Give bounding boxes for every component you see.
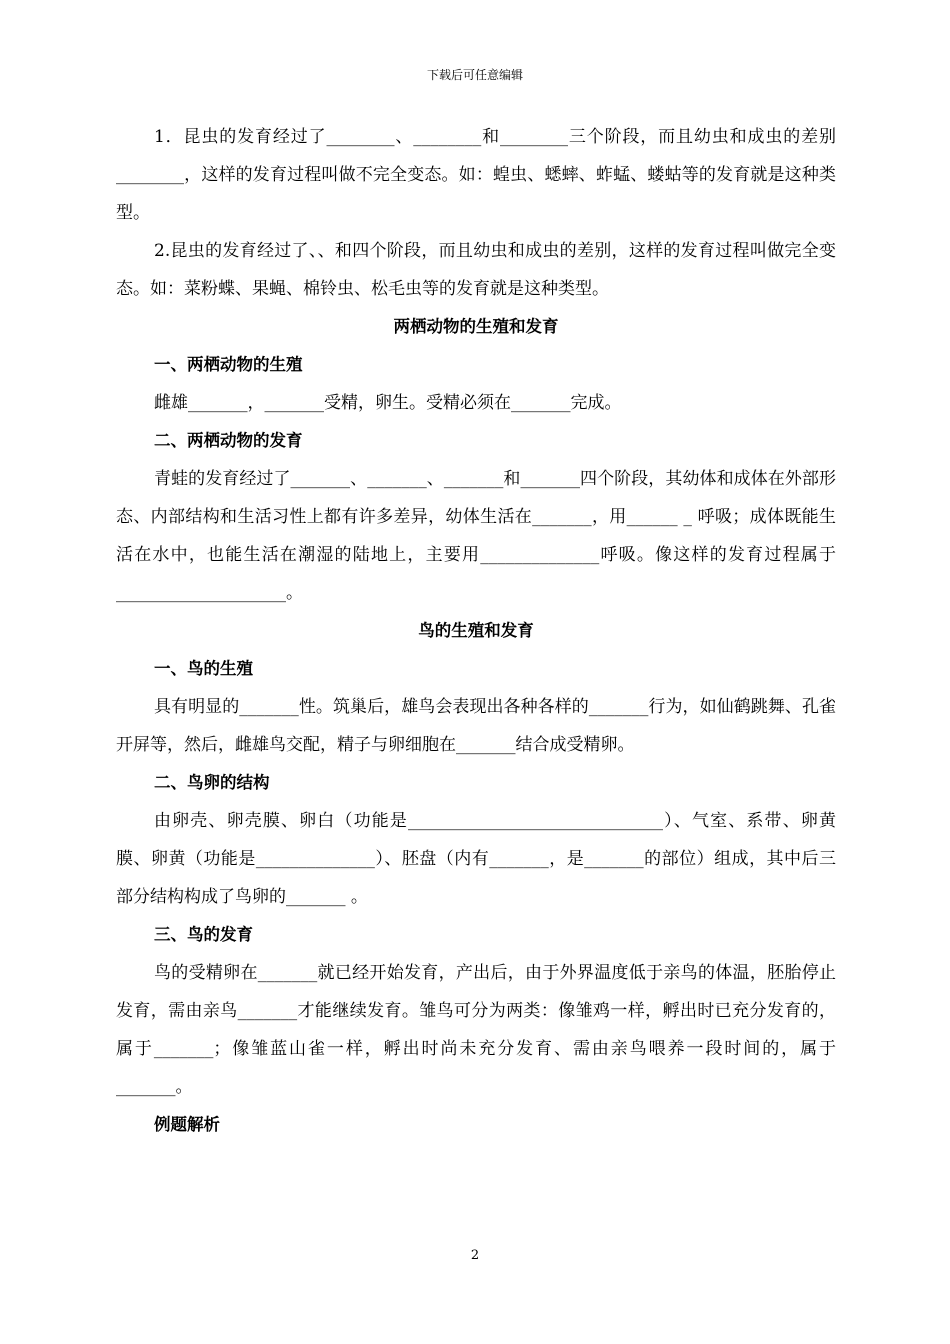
amphibian-reproduction-text: 雌雄_______，_______受精，卵生。受精必须在_______完成。 <box>154 393 622 413</box>
amphibian-section-title: 两栖动物的生殖和发育 <box>393 317 559 336</box>
examples-heading: 例题解析 <box>154 1115 220 1134</box>
amphibian-development-heading: 二、两栖动物的发育 <box>154 431 303 450</box>
amphibian-development-text: 青蛙的发育经过了_______、_______、_______和_______四个阶段，其幼体和成体在外部形态、内部结构和生活习性上都有许多差异，幼体生活在_______，用______ _ 呼吸；成体既能生活在水中，也能生活在潮湿的陆地上，主要用______________呼吸。像这样的发育过程属于____________________。 <box>116 469 836 603</box>
bird-egg-text: 由卵壳、卵壳膜、卵白（功能是______________________________）、气室、系带、卵黄膜、卵黄（功能是______________）、胚盘（内有_______，是_______的部位）组成，其中后三部分结构构成了鸟卵的_______ 。 <box>116 811 836 907</box>
bird-development-text: 鸟的受精卵在_______就已经开始发育，产出后，由于外界温度低于亲鸟的体温，胚胎停止发育，需由亲鸟_______才能继续发育。雏鸟可分为两类：像雏鸡一样，孵出时已充分发育的，属于_______；像雏蓝山雀一样，孵出时尚未充分发育、需由亲鸟喂养一段时间的，属于_______。 <box>116 963 836 1097</box>
insect-paragraph-2: 2.昆虫的发育经过了、、和四个阶段，而且幼虫和成虫的差别，这样的发育过程叫做完全变态。如：菜粉蝶、果蝇、棉铃虫、松毛虫等的发育就是这种类型。 <box>116 241 836 299</box>
amphibian-reproduction-heading: 一、两栖动物的生殖 <box>154 355 303 374</box>
bird-section-title: 鸟的生殖和发育 <box>418 621 534 640</box>
bird-reproduction-text: 具有明显的_______性。筑巢后，雄鸟会表现出各种各样的_______行为，如仙鹤跳舞、孔雀开屏等，然后，雌雄鸟交配，精子与卵细胞在_______结合成受精卵。 <box>116 697 836 755</box>
page-number: 2 <box>470 1248 480 1263</box>
bird-development-heading: 三、鸟的发育 <box>154 925 253 944</box>
bird-egg-heading: 二、鸟卵的结构 <box>154 773 270 792</box>
insect-paragraph-1: 1．昆虫的发育经过了________、________和________三个阶段，而且幼虫和成虫的差别________，这样的发育过程叫做不完全变态。如：蝗虫、蟋蟀、蚱蜢、蝼蛄等的发育就是这种类型。 <box>116 127 836 223</box>
page-header: 下载后可任意编辑 <box>426 68 523 82</box>
bird-reproduction-heading: 一、鸟的生殖 <box>154 659 253 678</box>
document-body <box>116 118 836 1144</box>
